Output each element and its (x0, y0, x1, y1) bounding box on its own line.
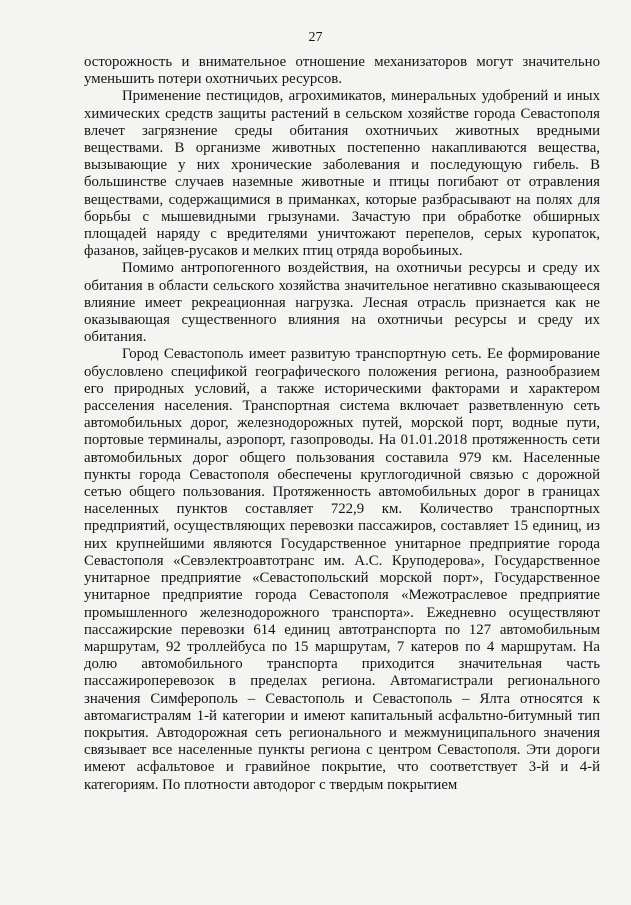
document-body (84, 54, 600, 794)
paragraph-transport: Город Севастополь имеет развитую транспортную сеть. Ее формирование обусловлено спецификой географического положения региона, разнообразием его природных условий, а также историческими факторами и характером расселения населения. Транспортная система включает разветвленную сеть автомобильных дорог, железнодорожных путей, морской порт, водные пути, портовые терминалы, аэропорт, газопроводы. На 01.01.2018 протяженность сети автомобильных дорог общего пользования составила 979 км. Населенные пункты города Севастополя обеспечены круглогодичной связью с дорожной сетью общего пользования. Протяженность автомобильных дорог в границах населенных пунктов составляет 722,9 км. Количество транспортных предприятий, осуществляющих перевозки пассажиров, составляет 15 единиц, из них крупнейшими являются Государственное унитарное предприятие города Севастополя «Севэлектроавтотранс им. А.С. Круподерова», Государственное унитарное предприятие «Севастопольский морской порт», Государственное унитарное предприятие города Севастополя «Межотраслевое предприятие промышленного железнодорожного транспорта». Ежедневно осуществляют пассажирские перевозки 614 единиц автотранспорта по 127 автомобильным маршрутам, 92 троллейбуса по 15 маршрутам, 7 катеров по 4 маршрутам. На долю автомобильного транспорта приходится значительная часть пассажироперевозок в пределах региона. Автомагистрали регионального значения Симферополь – Севастополь и Севастополь – Ялта относятся к автомагистралям 1-й категории и имеют капитальный асфальтно-битумный тип покрытия. Автодорожная сеть регионального и межмуниципального значения связывает все населенные пункты региона с центром Севастополя. Эти дороги имеют асфальтовое и гравийное покрытие, что соответствует 3-й и 4-й категориям. По плотности автодорог с твердым покрытием (84, 346, 600, 793)
paragraph-pesticides: Применение пестицидов, агрохимикатов, минеральных удобрений и иных химических средств защиты растений в сельском хозяйстве города Севастополя влечет загрязнение среды обитания охотничьих животных вредными веществами. В организме животных постепенно накапливаются вещества, вызывающие у них хронические заболевания и последующую гибель. В большинстве случаев наземные животные и птицы погибают от отравления веществами, содержащимися в приманках, которые разбрасывают на полях для борьбы с мышевидными грызунами. Зачастую при обработке обширных площадей наряду с вредителями уничтожают перепелов, серых куропаток, фазанов, зайцев-русаков и мелких птиц отряда воробьиных. (84, 88, 600, 260)
paragraph-continuation: осторожность и внимательное отношение механизаторов могут значительно уменьшить потери охотничьих ресурсов. (84, 54, 600, 88)
page-number: 27 (308, 30, 323, 45)
paragraph-recreation: Помимо антропогенного воздействия, на охотничьи ресурсы и среду их обитания в области сельского хозяйства значительное негативно сказывающееся влияние имеет рекреационная нагрузка. Лесная отрасль признается как не оказывающая существенного влияния на охотничьи ресурсы и среду их обитания. (84, 260, 600, 346)
